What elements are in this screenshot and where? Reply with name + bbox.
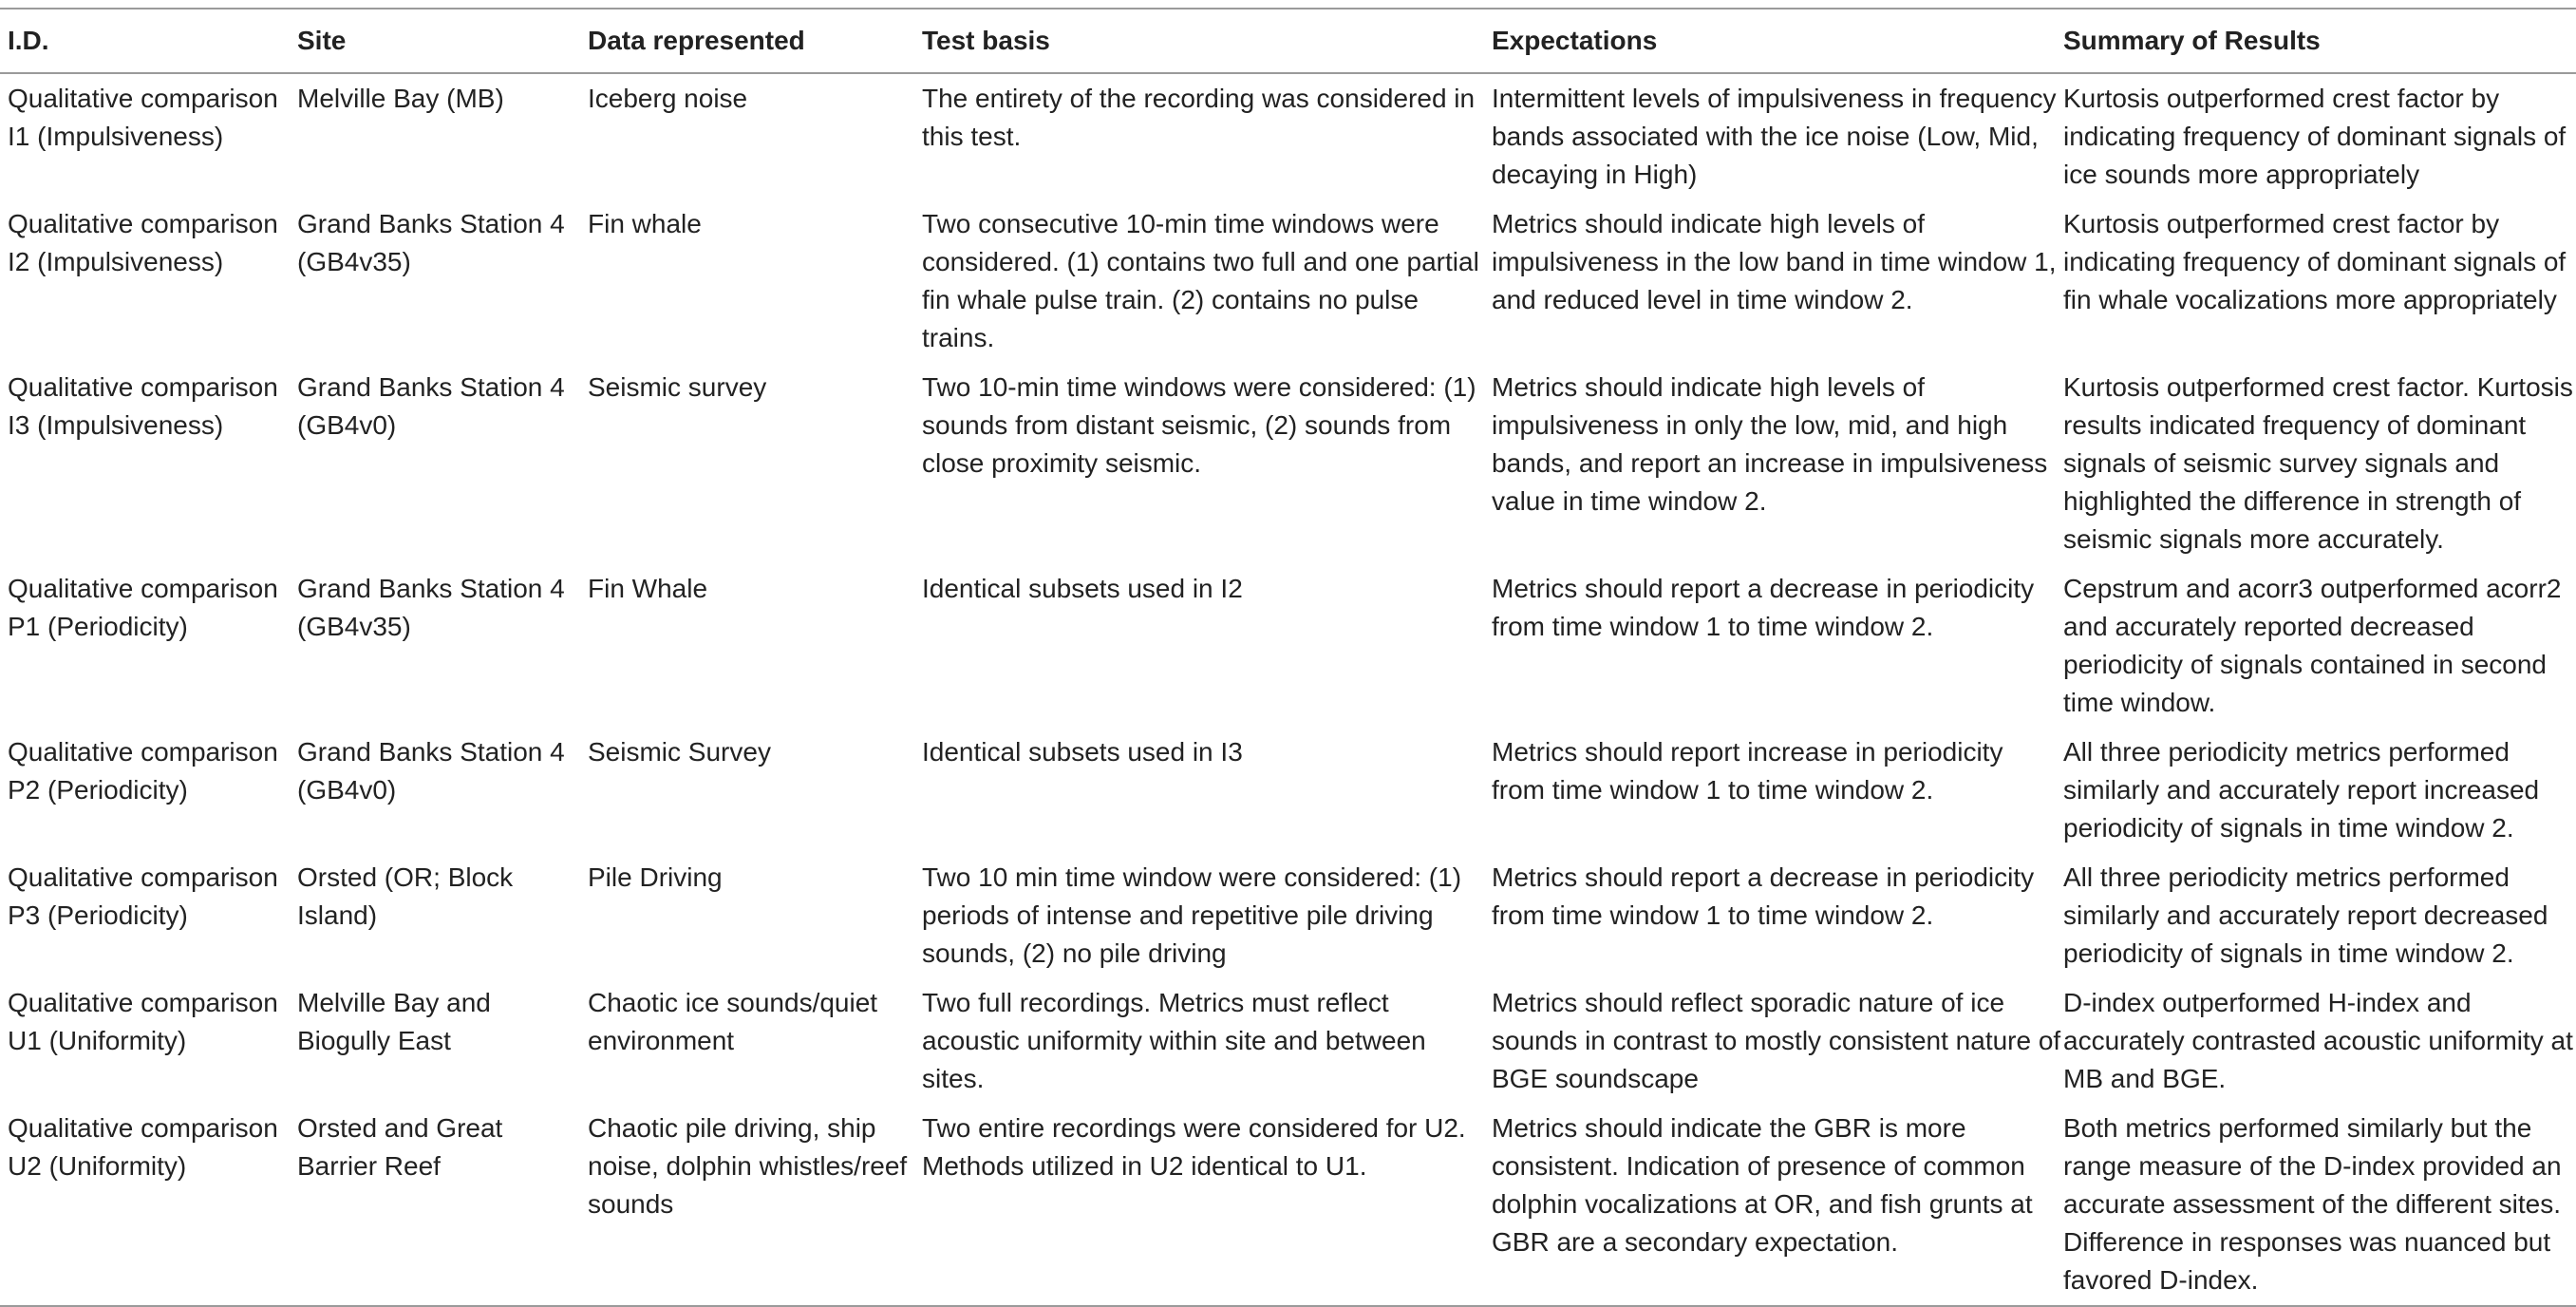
table-row xyxy=(0,73,2576,199)
cell-test-basis: Identical subsets used in I3 xyxy=(922,737,1243,767)
table-body xyxy=(0,73,2576,1306)
header-test-basis: Test basis xyxy=(922,26,1050,55)
cell-test-basis: The entirety of the recording was considered in this test. xyxy=(922,84,1476,151)
cell-summary: Kurtosis outperformed crest factor by indicating frequency of dominant signals of ice sounds more appropriately xyxy=(2063,84,2567,189)
cell-summary: Both metrics performed similarly but the range measure of the D-index provided an accurate assessment of the different sites. Difference in responses was nuanced but favored D-index. xyxy=(2063,1113,2562,1295)
table-row xyxy=(0,363,2576,564)
cell-test-basis: Two consecutive 10-min time windows were considered. (1) contains two full and one partial fin whale pulse train. (2) contains no pulse trains. xyxy=(922,209,1479,352)
table-header xyxy=(0,9,2576,73)
cell-expectations: Intermittent levels of impulsiveness in frequency bands associated with the ice noise (Low, Mid, decaying in High) xyxy=(1492,84,2057,189)
cell-summary: Kurtosis outperformed crest factor by indicating frequency of dominant signals of fin whale vocalizations more appropriately xyxy=(2063,209,2567,314)
cell-data-represented: Chaotic pile driving, ship noise, dolphin whistles/reef sounds xyxy=(588,1113,908,1219)
table-row xyxy=(0,853,2576,978)
cell-data-represented: Seismic survey xyxy=(588,372,767,402)
header-row xyxy=(0,9,2576,73)
cell-data-represented: Fin Whale xyxy=(588,574,708,603)
cell-site: Melville Bay (MB) xyxy=(297,84,504,113)
cell-test-basis: Identical subsets used in I2 xyxy=(922,574,1243,603)
cell-site: Melville Bay and Biogully East xyxy=(297,988,491,1055)
cell-site: Orsted (OR; Block Island) xyxy=(297,862,514,930)
cell-site: Grand Banks Station 4 (GB4v35) xyxy=(297,209,565,276)
cell-expectations: Metrics should report a decrease in periodicity from time window 1 to time window 2. xyxy=(1492,574,2035,641)
results-table xyxy=(0,8,2576,1307)
cell-expectations: Metrics should reflect sporadic nature of ice sounds in contrast to mostly consistent nature of BGE soundscape xyxy=(1492,988,2061,1093)
cell-id: Qualitative comparison P2 (Periodicity) xyxy=(8,737,278,805)
cell-expectations: Metrics should report increase in periodicity from time window 1 to time window 2. xyxy=(1492,737,2003,805)
cell-expectations: Metrics should indicate the GBR is more consistent. Indication of presence of common dolphin vocalizations at OR, and fish grunts at GBR are a secondary expectation. xyxy=(1492,1113,2033,1257)
cell-test-basis: Two 10 min time window were considered: (1) periods of intense and repetitive pile driving sounds, (2) no pile driving xyxy=(922,862,1462,968)
cell-id: Qualitative comparison P3 (Periodicity) xyxy=(8,862,278,930)
header-expectations: Expectations xyxy=(1492,26,1658,55)
cell-id: Qualitative comparison U2 (Uniformity) xyxy=(8,1113,278,1181)
cell-id: Qualitative comparison U1 (Uniformity) xyxy=(8,988,278,1055)
cell-site: Grand Banks Station 4 (GB4v0) xyxy=(297,737,565,805)
cell-test-basis: Two entire recordings were considered for U2. Methods utilized in U2 identical to U1. xyxy=(922,1113,1466,1181)
header-data-represented: Data represented xyxy=(588,26,805,55)
header-id: I.D. xyxy=(8,26,49,55)
table-row xyxy=(0,728,2576,853)
cell-summary: Kurtosis outperformed crest factor. Kurtosis results indicated frequency of dominant signals of seismic survey signals and highlighted the difference in strength of seismic signals more accurately. xyxy=(2063,372,2573,554)
cell-expectations: Metrics should indicate high levels of impulsiveness in only the low, mid, and high bands, and report an increase in impulsiveness value in time window 2. xyxy=(1492,372,2048,516)
cell-site: Orsted and Great Barrier Reef xyxy=(297,1113,503,1181)
cell-test-basis: Two 10-min time windows were considered: (1) sounds from distant seismic, (2) sounds from close proximity seismic. xyxy=(922,372,1476,478)
cell-data-represented: Chaotic ice sounds/quiet environment xyxy=(588,988,878,1055)
cell-site: Grand Banks Station 4 (GB4v0) xyxy=(297,372,565,440)
cell-id: Qualitative comparison I2 (Impulsiveness) xyxy=(8,209,278,276)
table-row xyxy=(0,199,2576,363)
cell-site: Grand Banks Station 4 (GB4v35) xyxy=(297,574,565,641)
cell-data-represented: Pile Driving xyxy=(588,862,723,892)
cell-summary: All three periodicity metrics performed similarly and accurately report increased periodicity of signals in time window 2. xyxy=(2063,737,2540,843)
table-row xyxy=(0,978,2576,1104)
cell-id: Qualitative comparison P1 (Periodicity) xyxy=(8,574,278,641)
table-row xyxy=(0,1104,2576,1306)
header-summary-of-results: Summary of Results xyxy=(2063,26,2321,55)
cell-summary: Cepstrum and acorr3 outperformed acorr2 and accurately reported decreased periodicity of signals contained in second time window. xyxy=(2063,574,2562,717)
table-row xyxy=(0,564,2576,728)
cell-summary: All three periodicity metrics performed similarly and accurately report decreased periodicity of signals in time window 2. xyxy=(2063,862,2548,968)
cell-test-basis: Two full recordings. Metrics must reflect acoustic uniformity within site and between sites. xyxy=(922,988,1426,1093)
cell-id: Qualitative comparison I1 (Impulsiveness) xyxy=(8,84,278,151)
cell-expectations: Metrics should indicate high levels of impulsiveness in the low band in time window 1, and reduced level in time window 2. xyxy=(1492,209,2057,314)
cell-data-represented: Seismic Survey xyxy=(588,737,771,767)
cell-data-represented: Iceberg noise xyxy=(588,84,748,113)
cell-expectations: Metrics should report a decrease in periodicity from time window 1 to time window 2. xyxy=(1492,862,2035,930)
cell-id: Qualitative comparison I3 (Impulsiveness) xyxy=(8,372,278,440)
header-site: Site xyxy=(297,26,347,55)
cell-summary: D-index outperformed H-index and accurately contrasted acoustic uniformity at MB and BGE. xyxy=(2063,988,2573,1093)
cell-data-represented: Fin whale xyxy=(588,209,702,238)
